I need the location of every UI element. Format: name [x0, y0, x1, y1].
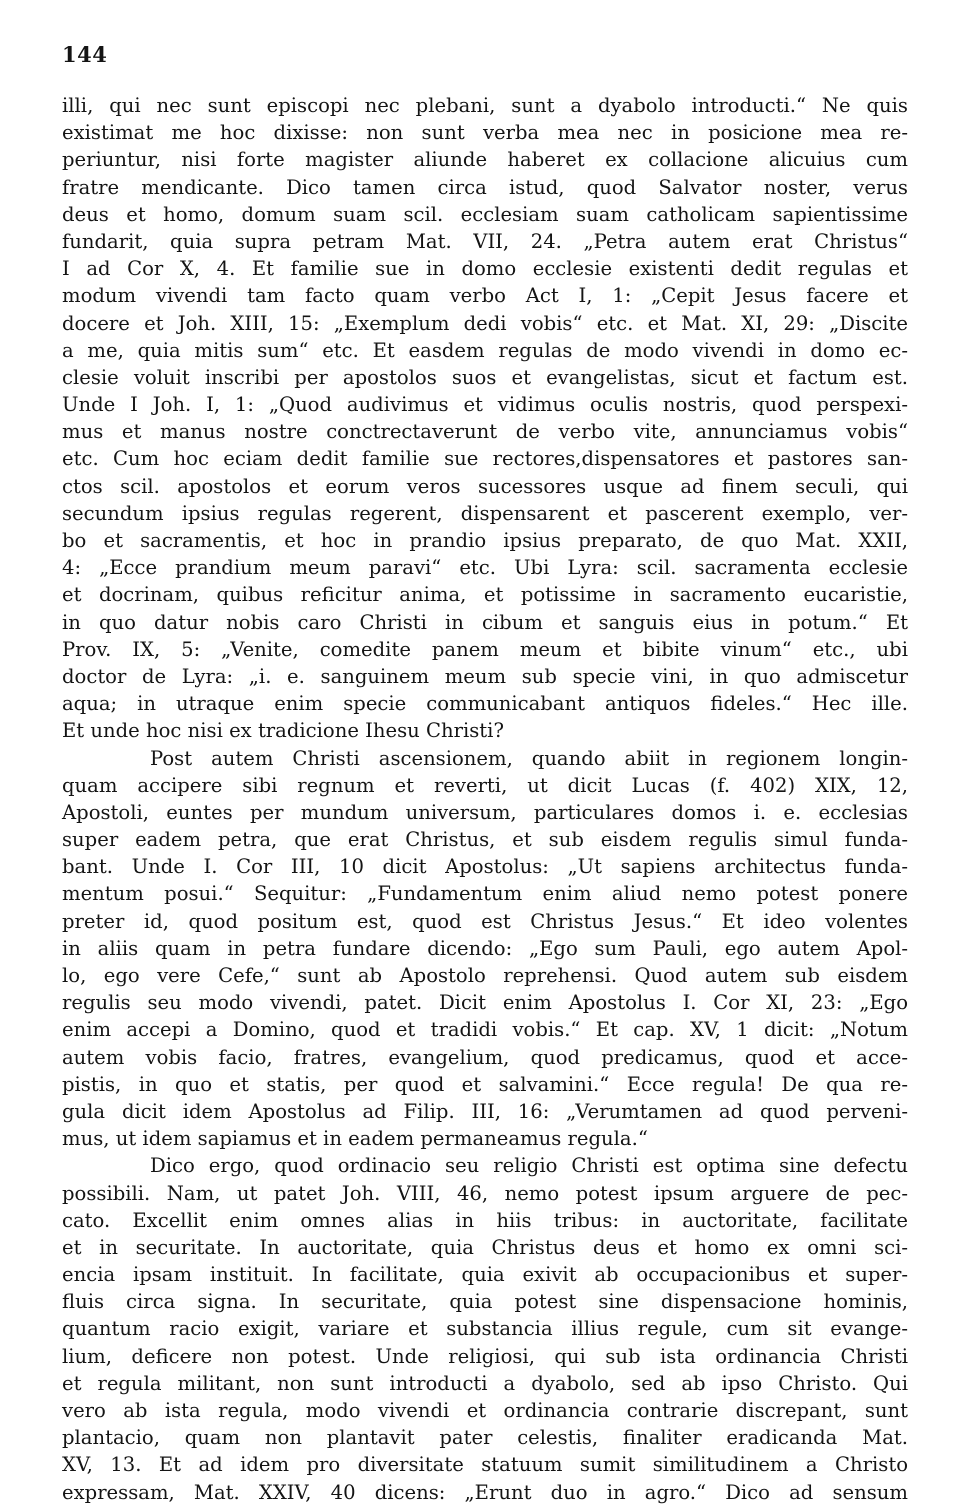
text-line: mus et manus nostre conctrectaverunt de verbo vite, annunciamus vobis“ — [62, 420, 908, 444]
text-line: 4: „Ecce prandium meum paravi“ etc. Ubi Lyra: scil. sacramenta ecclesie — [62, 556, 908, 580]
text-line: Apostoli, euntes per mundum universum, particulares domos i. e. ecclesias — [62, 800, 908, 824]
text-line: existimat me hoc dixisse: non sunt verba mea nec in posicione mea re- — [62, 121, 908, 145]
page-number: 144 — [62, 42, 108, 67]
text-line: fratre mendicante. Dico tamen circa istud, quod Salvator noster, verus — [62, 175, 908, 199]
text-line: et in securitate. In auctoritate, quia Christus deus et homo ex omni sci- — [62, 1235, 908, 1259]
text-line: fundarit, quia supra petram Mat. VII, 24. „Petra autem erat Christus“ — [62, 229, 908, 253]
text-line: et docrinam, quibus reficitur anima, et potissime in sacramento eucaristie, — [62, 583, 908, 607]
text-line: pistis, in quo et statis, per quod et salvamini.“ Ecce regula! De qua re- — [62, 1072, 908, 1096]
text-line: etc. Cum hoc eciam dedit familie sue rectores,dispensatores et pastores san- — [62, 447, 908, 471]
text-line: Dico ergo, quod ordinacio seu religio Christi est optima sine defectu — [150, 1154, 908, 1178]
text-line: regulis seu modo vivendi, patet. Dicit enim Apostolus I. Cor XI, 23: „Ego — [62, 991, 908, 1015]
text-line: expressam, Mat. XXIV, 40 dicens: „Erunt duo in agro.“ Dico ad sensum — [62, 1480, 908, 1504]
text-line: vero ab ista regula, modo vivendi et ordinancia contrarie discrepant, sunt — [62, 1399, 908, 1422]
text-line: fluis circa signa. In securitate, quia potest sine dispensacione hominis, — [62, 1290, 908, 1314]
text-line: mentum posui.“ Sequitur: „Fundamentum enim aliud nemo potest ponere — [62, 882, 908, 906]
text-line: deus et homo, domum suam scil. ecclesiam suam catholicam sapientissime — [62, 202, 908, 226]
text-line: docere et Joh. XIII, 15: „Exemplum dedi vobis“ etc. et Mat. XI, 29: „Discite — [62, 311, 908, 335]
text-line: bant. Unde I. Cor III, 10 dicit Apostolus: „Ut sapiens architectus funda- — [62, 855, 908, 879]
text-line: quantum racio exigit, variare et substancia illius regule, cum sit evange- — [62, 1317, 908, 1341]
text-line: lo, ego vere Cefe,“ sunt ab Apostolo reprehensi. Quod autem sub eisdem — [62, 964, 908, 987]
paragraph — [62, 1152, 908, 1505]
text-line: aqua; in utraque enim specie communicabant antiquos fideles.“ Hec ille. — [62, 692, 908, 716]
text-line: periuntur, nisi forte magister aliunde haberet ex collacione alicuius cum — [62, 148, 908, 172]
text-line: bo et sacramentis, et hoc in prandio ipsius preparato, de quo Mat. XXII, — [62, 529, 908, 552]
text-line: modum vivendi tam facto quam verbo Act I, 1: „Cepit Jesus facere et — [62, 284, 908, 308]
body-text — [62, 92, 908, 1506]
text-line: I ad Cor X, 4. Et familie sue in domo ecclesie existenti dedit regulas et — [62, 257, 908, 281]
text-line: super eadem petra, que erat Christus, et sub eisdem regulis simul funda- — [62, 828, 908, 852]
text-line: quam accipere sibi regnum et reverti, ut dicit Lucas (f. 402) XIX, 12, — [62, 773, 908, 797]
text-line: encia ipsam instituit. In facilitate, quia exivit ab occupacionibus et super- — [62, 1263, 908, 1287]
text-line: in quo datur nobis caro Christi in cibum et sanguis eius in potum.“ Et — [62, 610, 908, 634]
text-line: illi, qui nec sunt episcopi nec plebani, sunt a dyabolo introducti.“ Ne quis — [62, 94, 908, 117]
text-line: Et unde hoc nisi ex tradicione Ihesu Christi? — [62, 719, 504, 743]
text-line: possibili. Nam, ut patet Joh. VIII, 46, nemo potest ipsum arguere de pec- — [62, 1181, 908, 1205]
text-line: preter id, quod positum est, quod est Christus Jesus.“ Et ideo volentes — [62, 909, 908, 933]
text-line: ctos scil. apostolos et eorum veros sucessores usque ad finem seculi, qui — [62, 474, 908, 498]
text-line: cato. Excellit enim omnes alias in hiis tribus: in auctoritate, facilitate — [62, 1208, 908, 1232]
text-line: Prov. IX, 5: „Venite, comedite panem meum et bibite vinum“ etc., ubi — [62, 637, 908, 661]
text-line: a me, quia mitis sum“ etc. Et easdem regulas de modo vivendi in domo ec- — [62, 338, 908, 362]
text-line: mus, ut idem sapiamus et in eadem permaneamus regula.“ — [62, 1127, 648, 1151]
text-line: secundum ipsius regulas regerent, dispensarent et pascerent exemplo, ver- — [62, 501, 908, 525]
text-line: enim accepi a Domino, quod et tradidi vobis.“ Et cap. XV, 1 dicit: „Notum — [62, 1018, 908, 1042]
text-line: clesie voluit inscribi per apostolos suos et evangelistas, sicut et factum est. — [62, 365, 908, 389]
text-line: autem vobis facio, fratres, evangelium, quod predicamus, quod et acce- — [62, 1045, 908, 1069]
text-line: gula dicit idem Apostolus ad Filip. III, 16: „Verumtamen ad quod perveni- — [62, 1099, 908, 1123]
text-line: XV, 13. Et ad idem pro diversitate statuum sumit similitudinem a Christo — [62, 1453, 908, 1477]
text-line: et regula militant, non sunt introducti a dyabolo, sed ab ipso Christo. Qui — [62, 1371, 908, 1395]
text-line: plantacio, quam non plantavit pater celestis, finaliter eradicanda Mat. — [62, 1426, 908, 1450]
text-line: lium, deficere non potest. Unde religiosi, qui sub ista ordinancia Christi — [62, 1344, 908, 1368]
paragraph — [62, 745, 908, 1153]
paragraph — [62, 92, 908, 745]
text-line: Post autem Christi ascensionem, quando abiit in regionem longin- — [150, 746, 908, 770]
text-line: doctor de Lyra: „i. e. sanguinem meum sub specie vini, in quo admiscetur — [62, 664, 908, 688]
text-line: Unde I Joh. I, 1: „Quod audivimus et vidimus oculis nostris, quod perspexi- — [62, 393, 908, 417]
text-line: in aliis quam in petra fundare dicendo: „Ego sum Pauli, ego autem Apol- — [62, 936, 908, 960]
